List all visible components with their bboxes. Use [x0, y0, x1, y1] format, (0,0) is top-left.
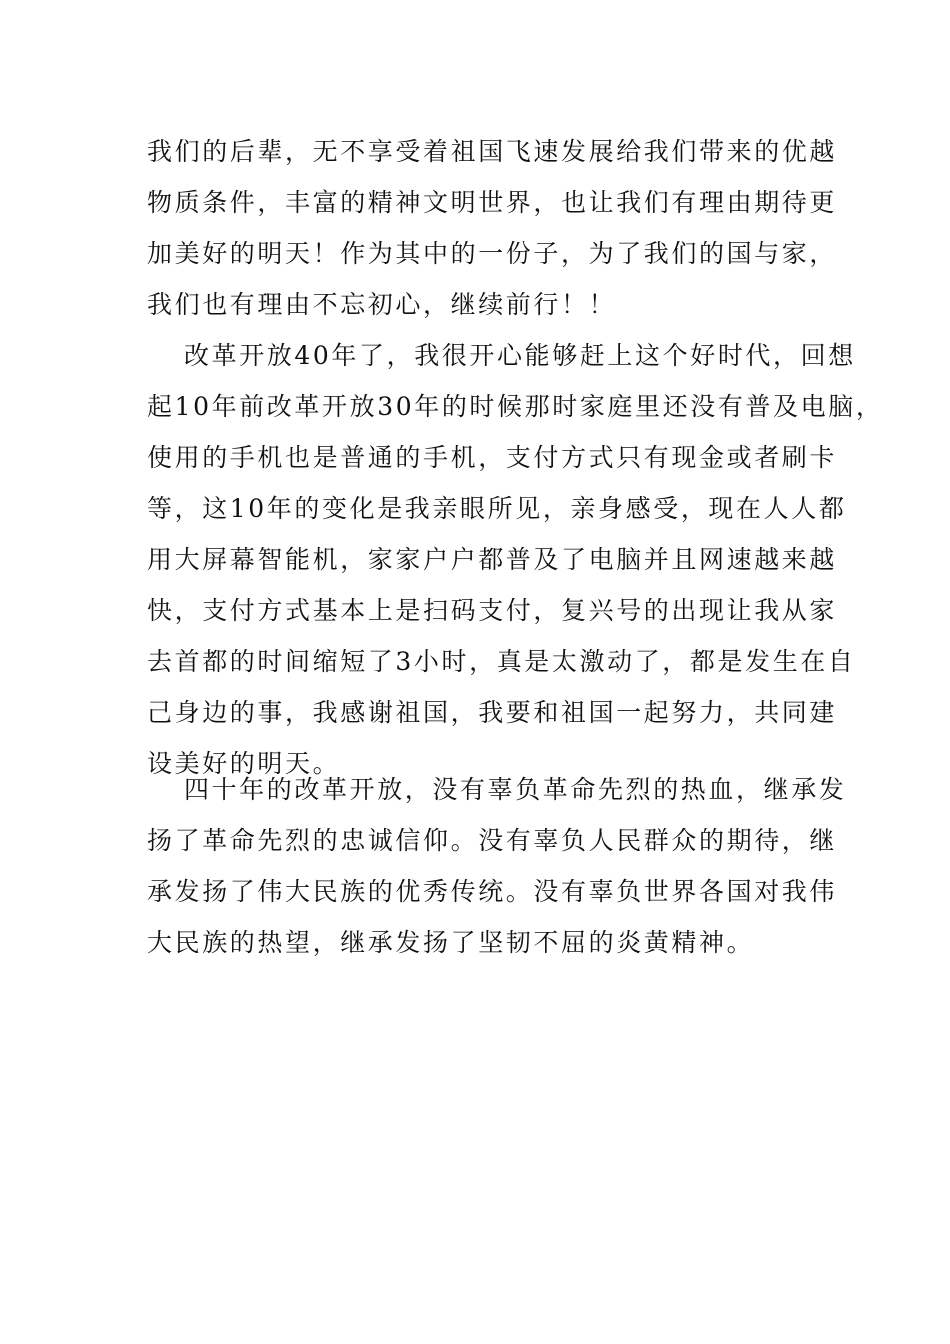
text-line: 承发扬了伟大民族的优秀传统。没有辜负世界各国对我伟 — [147, 877, 838, 906]
text-line: 大民族的热望，继承发扬了坚韧不屈的炎黄精神。 — [147, 928, 755, 957]
text-line: 扬了革命先烈的忠诚信仰。没有辜负人民群众的期待，继 — [147, 826, 838, 855]
text-line: 去首都的时间缩短了3小时，真是太激动了，都是发生在自 — [147, 647, 856, 676]
text-line: 四十年的改革开放，没有辜负革命先烈的热血，继承发 — [184, 775, 847, 804]
text-line: 我们也有理由不忘初心，继续前行！！ — [147, 290, 617, 319]
text-line: 等，这10年的变化是我亲眼所见，亲身感受，现在人人都 — [147, 494, 847, 523]
paragraph-1 — [147, 126, 847, 330]
paragraph-3 — [147, 764, 847, 968]
paragraph-2 — [147, 330, 884, 789]
text-line: 用大屏幕智能机，家家户户都普及了电脑并且网速越来越 — [147, 545, 838, 574]
text-line: 己身边的事，我感谢祖国，我要和祖国一起努力，共同建 — [147, 698, 838, 727]
text-line: 起10年前改革开放30年的时候那时家庭里还没有普及电脑， — [147, 392, 884, 421]
text-line: 使用的手机也是普通的手机，支付方式只有现金或者刷卡 — [147, 443, 838, 472]
text-line: 我们的后辈，无不享受着祖国飞速发展给我们带来的优越 — [147, 137, 838, 166]
text-line: 快，支付方式基本上是扫码支付，复兴号的出现让我从家 — [147, 596, 838, 625]
text-line: 改革开放40年了，我很开心能够赶上这个好时代，回想 — [184, 341, 856, 370]
text-line: 加美好的明天！作为其中的一份子，为了我们的国与家， — [147, 239, 838, 268]
text-line: 设美好的明天。 — [147, 749, 341, 778]
text-line: 物质条件，丰富的精神文明世界，也让我们有理由期待更 — [147, 188, 838, 217]
